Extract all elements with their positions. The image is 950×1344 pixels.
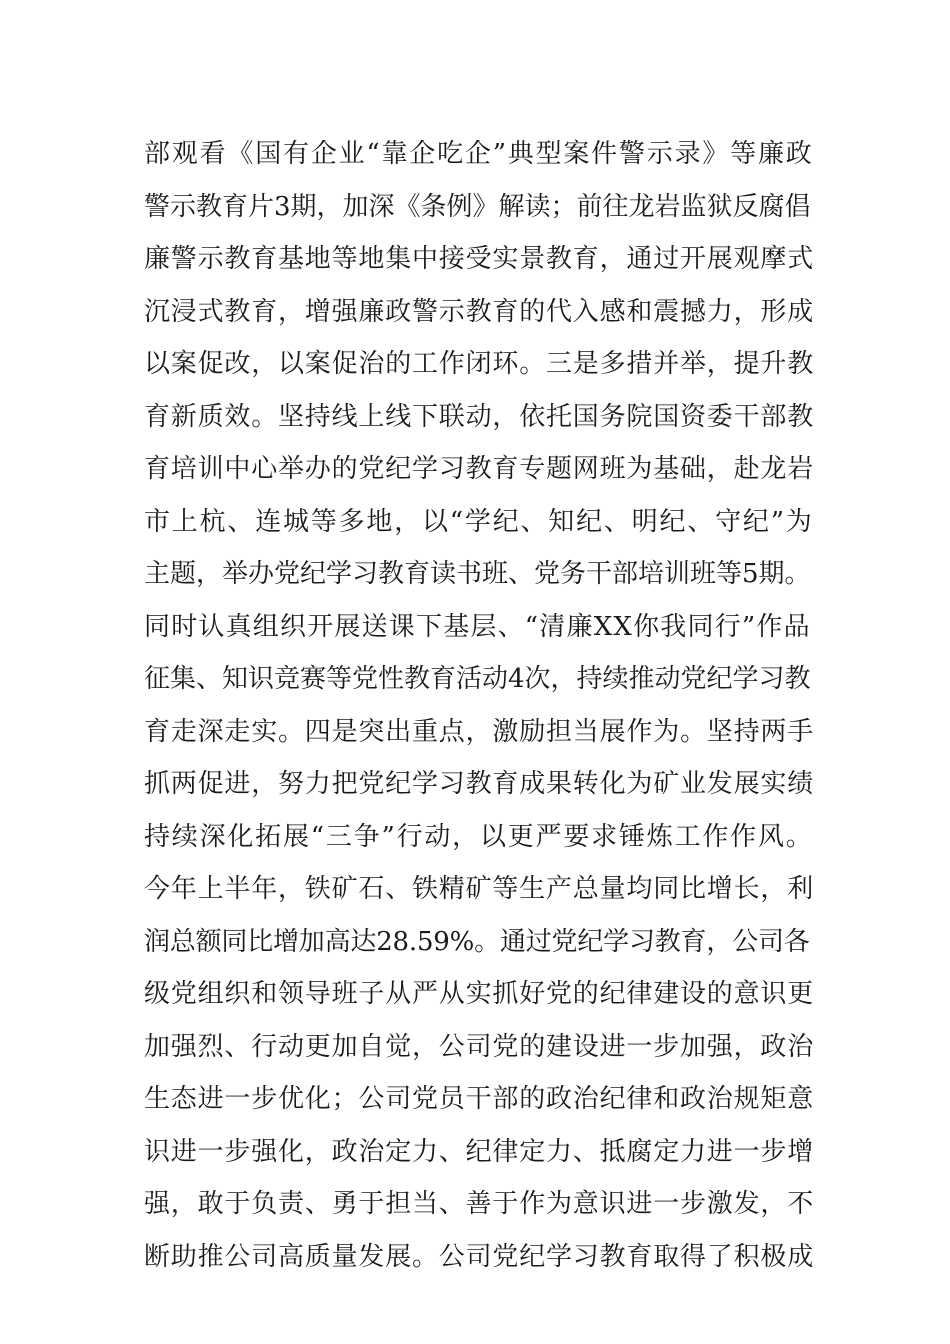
text-line: 抓两促进，努力把党纪学习教育成果转化为矿业发展实绩: [144, 769, 815, 799]
text-line: 级党组织和领导班子从严从实抓好党的纪律建设的意识更: [144, 979, 815, 1009]
text-line: 部观看《国有企业“靠企吃企”典型案件警示录》等廉政: [144, 139, 814, 169]
text-line: 加强烈、行动更加自觉，公司党的建设进一步加强，政治: [144, 1031, 815, 1062]
text-line: 警示教育片3期，加深《条例》解读；前往龙岩监狱反腐倡: [144, 191, 811, 222]
text-line: 市上杭、连城等多地，以“学纪、知纪、明纪、守纪”为: [144, 506, 814, 537]
text-line: 育走深走实。四是突出重点，激励担当展作为。坚持两手: [144, 716, 815, 747]
text-line: 识进一步强化，政治定力、纪律定力、抵腐定力进一步增: [144, 1136, 815, 1167]
text-line: 生态进一步优化；公司党员干部的政治纪律和政治规矩意: [144, 1084, 815, 1114]
text-line: 廉警示教育基地等地集中接受实景教育，通过开展观摩式: [144, 244, 815, 274]
text-line: 断助推公司高质量发展。公司党纪学习教育取得了积极成: [144, 1241, 815, 1272]
text-line: 同时认真组织开展送课下基层、“清廉XX你我同行”作品: [144, 611, 811, 642]
text-line: 润总额同比增加高达28.59%。通过党纪学习教育，公司各: [144, 926, 810, 957]
text-line: 征集、知识竞赛等党性教育活动4次，持续推动党纪学习教: [144, 664, 811, 694]
text-line: 今年上半年，铁矿石、铁精矿等生产总量均同比增长，利: [144, 874, 815, 904]
text-line: 持续深化拓展“三争”行动，以更严要求锤炼工作作风。: [144, 821, 814, 852]
text-line: 以案促改，以案促治的工作闭环。三是多措并举，提升教: [144, 349, 815, 379]
text-line: 沉浸式教育，增强廉政警示教育的代入感和震撼力，形成: [144, 296, 815, 327]
text-line: 育新质效。坚持线上线下联动，依托国务院国资委干部教: [144, 401, 815, 432]
body-text: [144, 128, 814, 1283]
text-line: 育培训中心举办的党纪学习教育专题网班为基础，赴龙岩: [144, 454, 815, 484]
text-line: 强，敢于负责、勇于担当、善于作为意识进一步激发，不: [144, 1189, 815, 1219]
text-line: 主题，举办党纪学习教育读书班、党务干部培训班等5期。: [144, 559, 811, 589]
